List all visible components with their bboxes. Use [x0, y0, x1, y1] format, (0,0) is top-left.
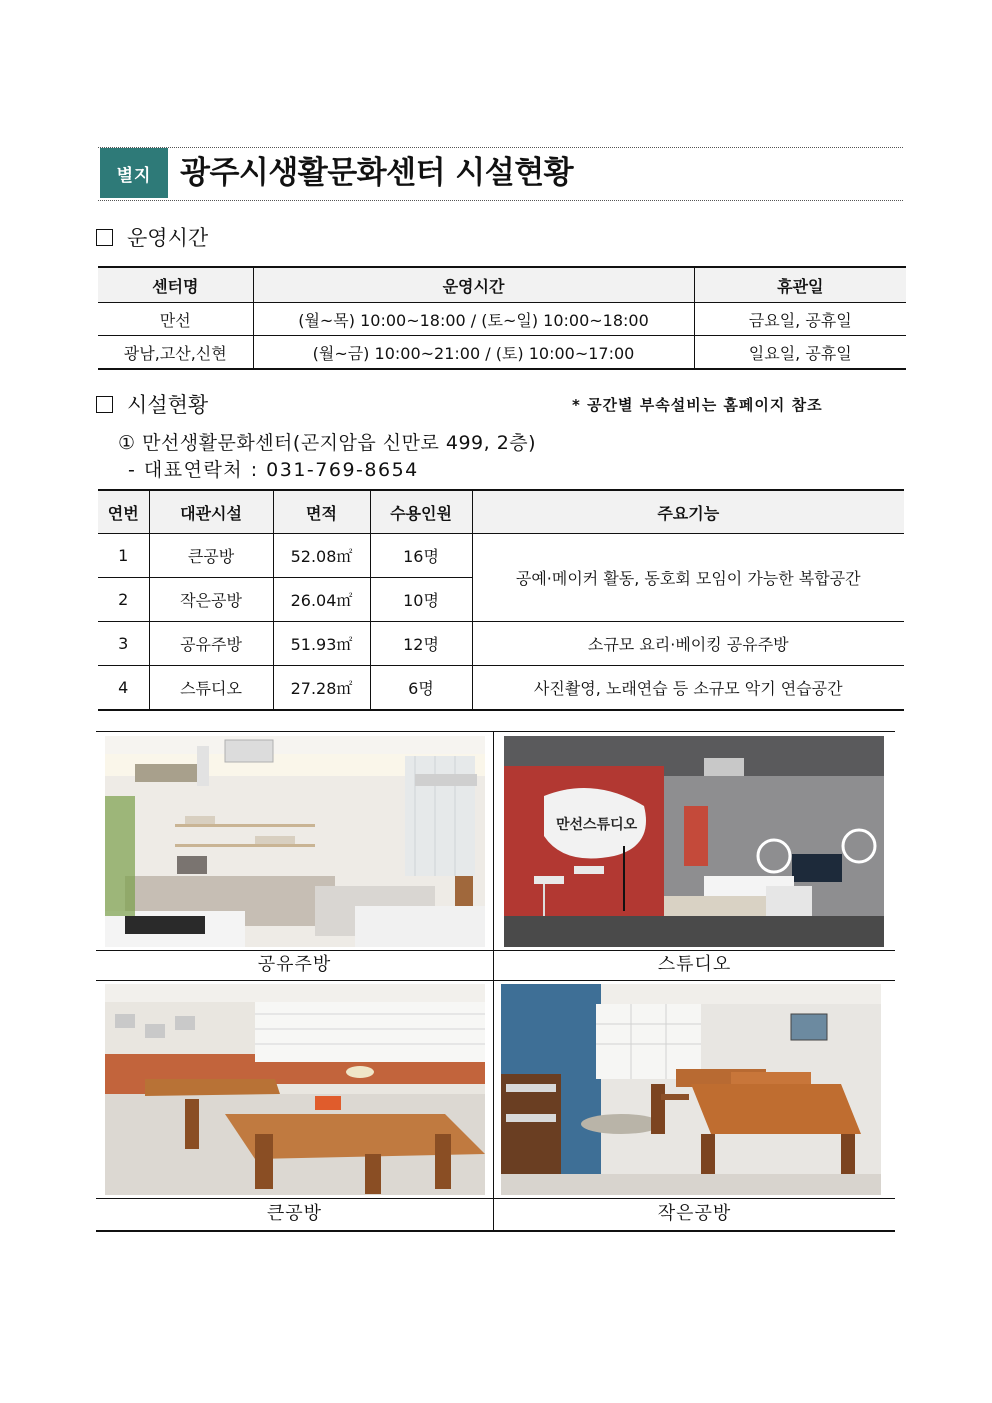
col-facility: 대관시설 [149, 490, 273, 534]
center-name-cell: 만선 [98, 303, 253, 336]
center-name-cell: 광남,고산,신현 [123, 343, 227, 363]
facility-cell: 작은공방 [149, 578, 273, 622]
closed-days-cell: 일요일, 공휴일 [694, 336, 906, 370]
facility-cell: 스튜디오 [149, 666, 273, 711]
title-bottom-rule [98, 200, 903, 201]
facility-heading-text: 시설현황 [127, 393, 209, 417]
contact-number: - 대표연락처 : 031-769-8654 [128, 459, 419, 481]
large-room-caption: 큰공방 [266, 1203, 323, 1224]
number-cell: 4 [118, 678, 129, 697]
function-cell: 사진촬영, 노래연습 등 소규모 악기 연습공간 [472, 666, 904, 711]
area-cell: 51.93㎡ [273, 622, 370, 666]
facility-table [98, 489, 904, 711]
small-room-photo [501, 984, 881, 1195]
kitchen-caption: 공유주방 [257, 954, 332, 975]
hours-heading-text: 운영시간 [127, 226, 209, 250]
capacity-cell: 12명 [370, 622, 472, 666]
col-closed-days: 휴관일 [694, 267, 906, 303]
hours-table [98, 266, 906, 370]
center-address: ① 만선생활문화센터(곤지암읍 신만로 499, 2층) [118, 432, 537, 454]
col-number: 연번 [98, 490, 149, 534]
col-center-name: 센터명 [98, 267, 253, 303]
closed-days-cell: 금요일, 공휴일 [694, 303, 906, 336]
area-cell: 26.04㎡ [273, 578, 370, 622]
equipment-note: * 공간별 부속설비는 홈페이지 참조 [572, 396, 823, 414]
studio-caption: 스튜디오 [657, 954, 732, 975]
square-bullet-icon [96, 396, 113, 413]
title-top-rule [98, 147, 903, 148]
area-cell: 52.08㎡ [273, 534, 370, 578]
square-bullet-icon [96, 229, 113, 246]
facility-heading [96, 389, 208, 419]
col-function: 주요기능 [472, 490, 904, 534]
number-cell: 3 [98, 622, 149, 666]
hours-cell: (월~목) 10:00~18:00 / (토~일) 10:00~18:00 [253, 303, 694, 336]
table-row [98, 303, 906, 336]
table-row [98, 336, 906, 370]
capacity-cell: 10명 [370, 578, 472, 622]
capacity-cell: 6명 [370, 666, 472, 711]
studio-photo [504, 736, 884, 947]
appendix-badge: 별지 [100, 148, 168, 198]
table-row [98, 666, 904, 711]
grid-divider [493, 732, 494, 1230]
large-room-photo [105, 984, 485, 1195]
facility-cell: 큰공방 [149, 534, 273, 578]
function-cell-merged: 공예·메이커 활동, 동호회 모임이 가능한 복합공간 [472, 534, 904, 622]
grid-divider [96, 1198, 895, 1199]
number-cell: 1 [98, 534, 149, 578]
function-cell: 소규모 요리·베이킹 공유주방 [472, 622, 904, 666]
number-cell: 2 [98, 578, 149, 622]
small-room-caption: 작은공방 [657, 1203, 732, 1224]
kitchen-photo [105, 736, 485, 947]
hours-heading [96, 222, 208, 252]
table-row [98, 622, 904, 666]
hours-cell: (월~금) 10:00~21:00 / (토) 10:00~17:00 [253, 336, 694, 370]
col-capacity: 수용인원 [370, 490, 472, 534]
page-title: 광주시생활문화센터 시설현황 [180, 155, 574, 191]
grid-divider [96, 980, 895, 981]
table-row [98, 534, 904, 578]
col-hours: 운영시간 [253, 267, 694, 303]
col-area: 면적 [273, 490, 370, 534]
facility-cell: 공유주방 [149, 622, 273, 666]
area-cell: 27.28㎡ [273, 666, 370, 711]
studio-sign-text: 만선스튜디오 [556, 817, 638, 833]
capacity-cell: 16명 [370, 534, 472, 578]
photo-grid [96, 731, 895, 1232]
